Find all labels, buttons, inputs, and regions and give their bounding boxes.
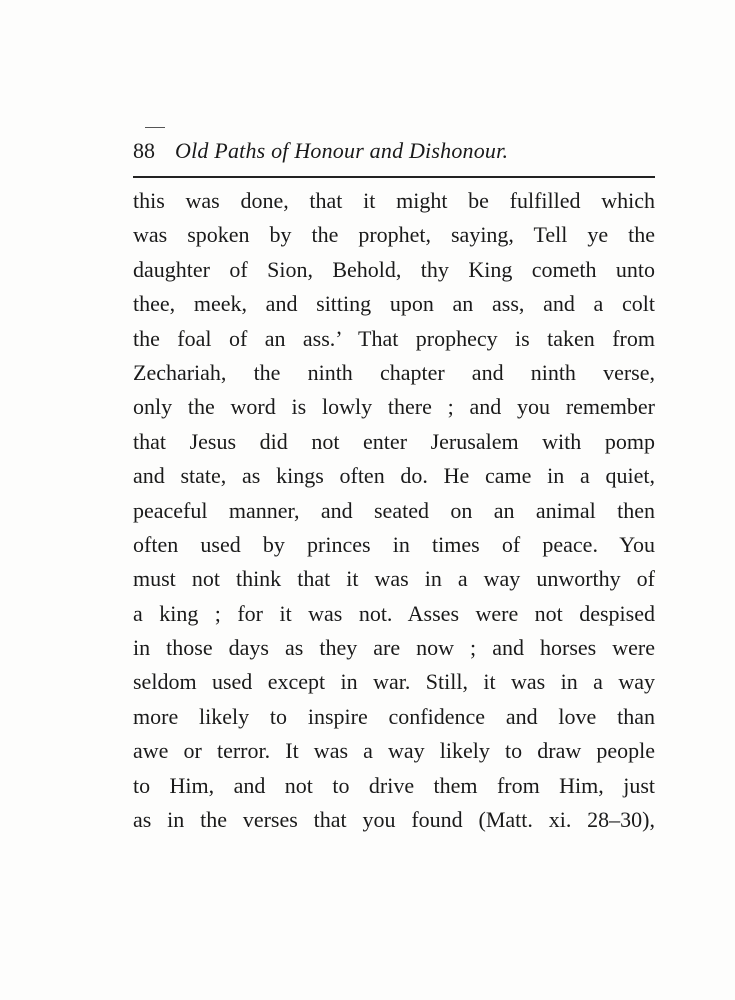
text-line: often used by princes in times of peace. You [133,531,655,557]
text-line: awe or terror. It was a way likely to draw people [133,738,655,764]
page-header [133,138,655,174]
text-line: the foal of an ass.’ That prophecy is taken from [133,325,655,351]
top-dash-mark [145,127,165,128]
running-title: Old Paths of Honour and Dishonour. [175,138,509,163]
text-line: daughter of Sion, Behold, thy King cometh unto [133,256,655,282]
page-number: 88 [133,138,155,163]
text-line: that Jesus did not enter Jerusalem with pomp [133,428,655,454]
text-line: must not think that it was in a way unworthy of [133,566,655,592]
text-line: in those days as they are now ; and horses were [133,635,655,661]
header-rule [133,176,655,178]
text-line: peaceful manner, and seated on an animal then [133,497,655,523]
text-line: a king ; for it was not. Asses were not despised [133,600,655,626]
body-text [133,184,655,837]
text-line: as in the verses that you found (Matt. xi. 28–30), [133,807,655,833]
text-line: this was done, that it might be fulfilled which [133,188,655,213]
text-line: thee, meek, and sitting upon an ass, and a colt [133,291,655,317]
text-line: more likely to inspire confidence and love than [133,703,655,729]
text-line: seldom used except in war. Still, it was in a way [133,669,655,695]
text-line: was spoken by the prophet, saying, Tell ye the [133,222,655,248]
text-line: only the word is lowly there ; and you remember [133,394,655,420]
text-line: Zechariah, the ninth chapter and ninth verse, [133,359,655,385]
text-line: to Him, and not to drive them from Him, just [133,772,655,798]
text-line: and state, as kings often do. He came in a quiet, [133,463,655,489]
